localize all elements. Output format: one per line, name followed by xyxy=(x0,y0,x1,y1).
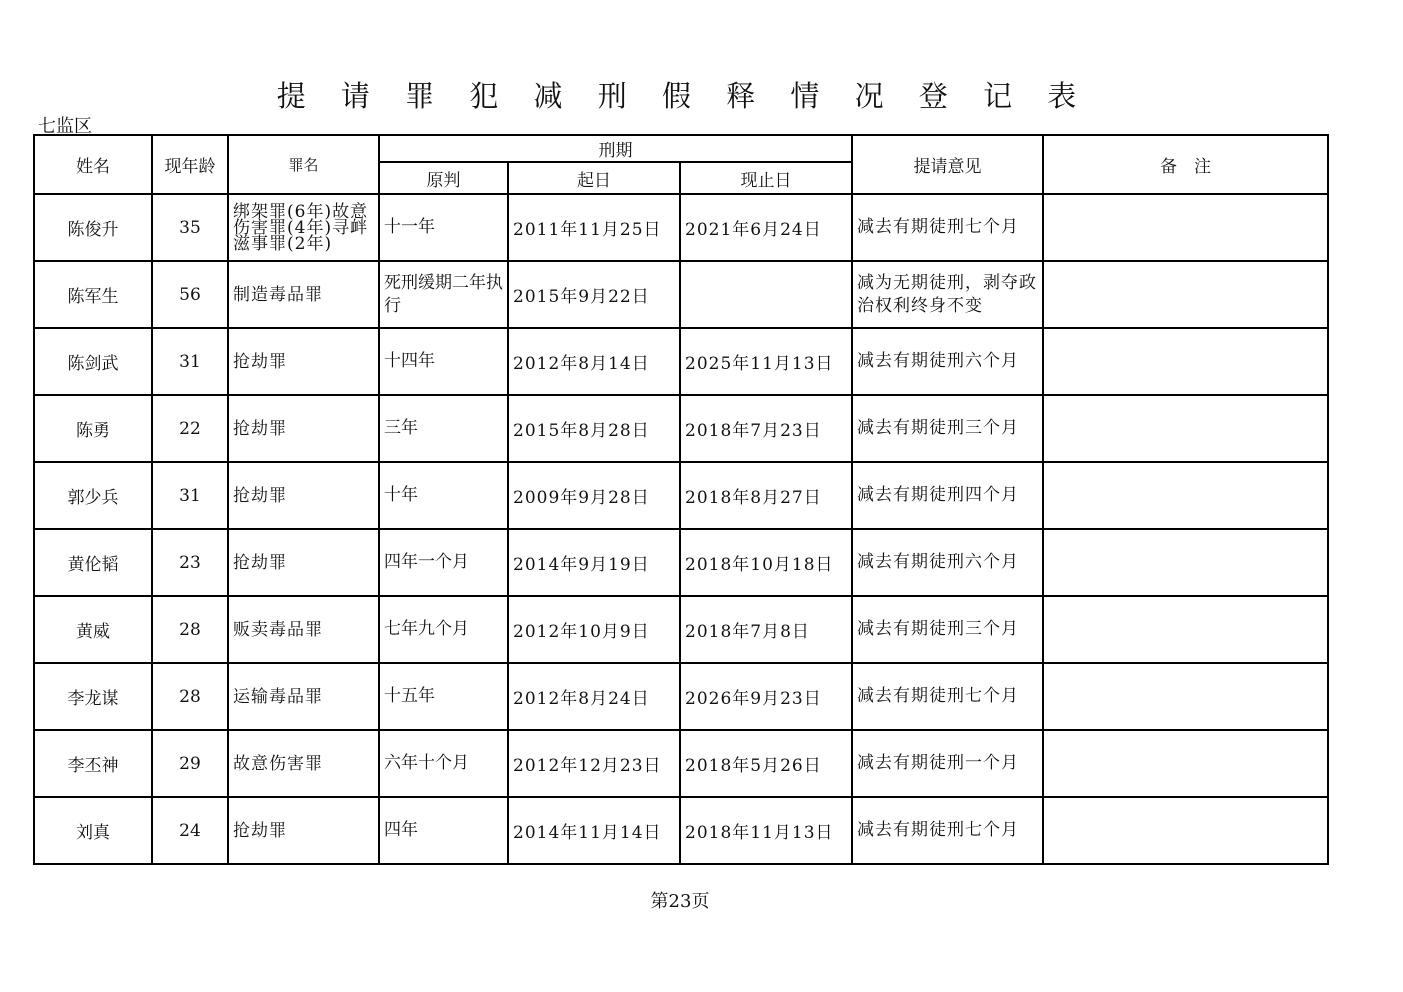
cell-end: 2018年8月27日 xyxy=(680,462,852,529)
cell-opinion: 减去有期徒刑七个月 xyxy=(852,194,1043,261)
header-original: 原判 xyxy=(379,162,508,194)
cell-start: 2012年12月23日 xyxy=(508,730,680,797)
cell-age: 29 xyxy=(152,730,228,797)
cell-start: 2014年11月14日 xyxy=(508,797,680,864)
cell-start: 2015年8月28日 xyxy=(508,395,680,462)
table-row xyxy=(34,663,1328,730)
table-row xyxy=(34,462,1328,529)
cell-opinion: 减去有期徒刑四个月 xyxy=(852,462,1043,529)
cell-start: 2015年9月22日 xyxy=(508,261,680,328)
cell-name: 陈俊升 xyxy=(34,194,152,261)
cell-remark xyxy=(1043,529,1328,596)
cell-crime: 抢劫罪 xyxy=(228,395,379,462)
cell-remark xyxy=(1043,797,1328,864)
table-row xyxy=(34,261,1328,328)
table-row xyxy=(34,194,1328,261)
cell-remark xyxy=(1043,194,1328,261)
page-number: 第23页 xyxy=(650,891,710,912)
cell-crime: 抢劫罪 xyxy=(228,797,379,864)
cell-crime: 抢劫罪 xyxy=(228,328,379,395)
cell-opinion: 减去有期徒刑六个月 xyxy=(852,328,1043,395)
cell-remark xyxy=(1043,730,1328,797)
cell-crime: 贩卖毒品罪 xyxy=(228,596,379,663)
cell-original: 十五年 xyxy=(379,663,508,730)
cell-opinion: 减去有期徒刑一个月 xyxy=(852,730,1043,797)
header-name: 姓名 xyxy=(34,135,152,194)
page-title: 提 请 罪 犯 减 刑 假 释 情 况 登 记 表 xyxy=(276,79,1090,113)
cell-start: 2009年9月28日 xyxy=(508,462,680,529)
cell-start: 2012年10月9日 xyxy=(508,596,680,663)
cell-age: 56 xyxy=(152,261,228,328)
cell-end: 2025年11月13日 xyxy=(680,328,852,395)
cell-opinion: 减去有期徒刑七个月 xyxy=(852,663,1043,730)
cell-original: 四年一个月 xyxy=(379,529,508,596)
cell-remark xyxy=(1043,261,1328,328)
cell-name: 李丕神 xyxy=(34,730,152,797)
header-age: 现年龄 xyxy=(152,135,228,194)
cell-remark xyxy=(1043,328,1328,395)
header-crime: 罪名 xyxy=(228,135,379,194)
region-label: 七监区 xyxy=(38,116,92,137)
cell-opinion: 减去有期徒刑三个月 xyxy=(852,395,1043,462)
cell-name: 陈勇 xyxy=(34,395,152,462)
header-term: 刑期 xyxy=(379,135,852,162)
cell-name: 刘真 xyxy=(34,797,152,864)
cell-age: 28 xyxy=(152,663,228,730)
cell-age: 31 xyxy=(152,462,228,529)
cell-remark xyxy=(1043,596,1328,663)
cell-name: 郭少兵 xyxy=(34,462,152,529)
cell-original: 十年 xyxy=(379,462,508,529)
cell-age: 24 xyxy=(152,797,228,864)
cell-start: 2011年11月25日 xyxy=(508,194,680,261)
cell-end: 2018年5月26日 xyxy=(680,730,852,797)
table-row xyxy=(34,395,1328,462)
cell-end xyxy=(680,261,852,328)
cell-age: 35 xyxy=(152,194,228,261)
cell-original: 十一年 xyxy=(379,194,508,261)
cell-original: 十四年 xyxy=(379,328,508,395)
cell-original: 六年十个月 xyxy=(379,730,508,797)
cell-age: 31 xyxy=(152,328,228,395)
cell-remark xyxy=(1043,462,1328,529)
cell-end: 2021年6月24日 xyxy=(680,194,852,261)
table-row xyxy=(34,328,1328,395)
cell-crime: 运输毒品罪 xyxy=(228,663,379,730)
cell-opinion: 减去有期徒刑六个月 xyxy=(852,529,1043,596)
cell-name: 李龙谋 xyxy=(34,663,152,730)
cell-start: 2012年8月24日 xyxy=(508,663,680,730)
cell-original: 四年 xyxy=(379,797,508,864)
cell-crime: 抢劫罪 xyxy=(228,529,379,596)
header-remark: 备 注 xyxy=(1043,135,1328,194)
cell-opinion: 减去有期徒刑七个月 xyxy=(852,797,1043,864)
cell-crime: 抢劫罪 xyxy=(228,462,379,529)
cell-name: 陈剑武 xyxy=(34,328,152,395)
cell-end: 2018年10月18日 xyxy=(680,529,852,596)
table-row xyxy=(34,529,1328,596)
cell-age: 22 xyxy=(152,395,228,462)
cell-original: 三年 xyxy=(379,395,508,462)
header-opinion: 提请意见 xyxy=(852,135,1043,194)
header-end: 现止日 xyxy=(680,162,852,194)
cell-remark xyxy=(1043,663,1328,730)
header-start: 起日 xyxy=(508,162,680,194)
cell-age: 28 xyxy=(152,596,228,663)
table-row xyxy=(34,730,1328,797)
cell-crime: 故意伤害罪 xyxy=(228,730,379,797)
cell-original: 死刑缓期二年执行 xyxy=(379,261,508,328)
cell-start: 2014年9月19日 xyxy=(508,529,680,596)
table-row xyxy=(34,797,1328,864)
cell-end: 2026年9月23日 xyxy=(680,663,852,730)
table-row xyxy=(34,596,1328,663)
cell-start: 2012年8月14日 xyxy=(508,328,680,395)
cell-age: 23 xyxy=(152,529,228,596)
cell-opinion: 减为无期徒刑，剥夺政治权利终身不变 xyxy=(852,261,1043,328)
header-row xyxy=(34,135,1328,162)
cell-end: 2018年11月13日 xyxy=(680,797,852,864)
cell-end: 2018年7月8日 xyxy=(680,596,852,663)
cell-crime: 制造毒品罪 xyxy=(228,261,379,328)
cell-name: 黄威 xyxy=(34,596,152,663)
cell-opinion: 减去有期徒刑三个月 xyxy=(852,596,1043,663)
register-table xyxy=(33,134,1329,865)
cell-name: 黄伦韬 xyxy=(34,529,152,596)
cell-original: 七年九个月 xyxy=(379,596,508,663)
cell-name: 陈军生 xyxy=(34,261,152,328)
cell-end: 2018年7月23日 xyxy=(680,395,852,462)
cell-remark xyxy=(1043,395,1328,462)
cell-crime: 绑架罪(6年)故意伤害罪(4年)寻衅滋事罪(2年) xyxy=(228,194,379,261)
